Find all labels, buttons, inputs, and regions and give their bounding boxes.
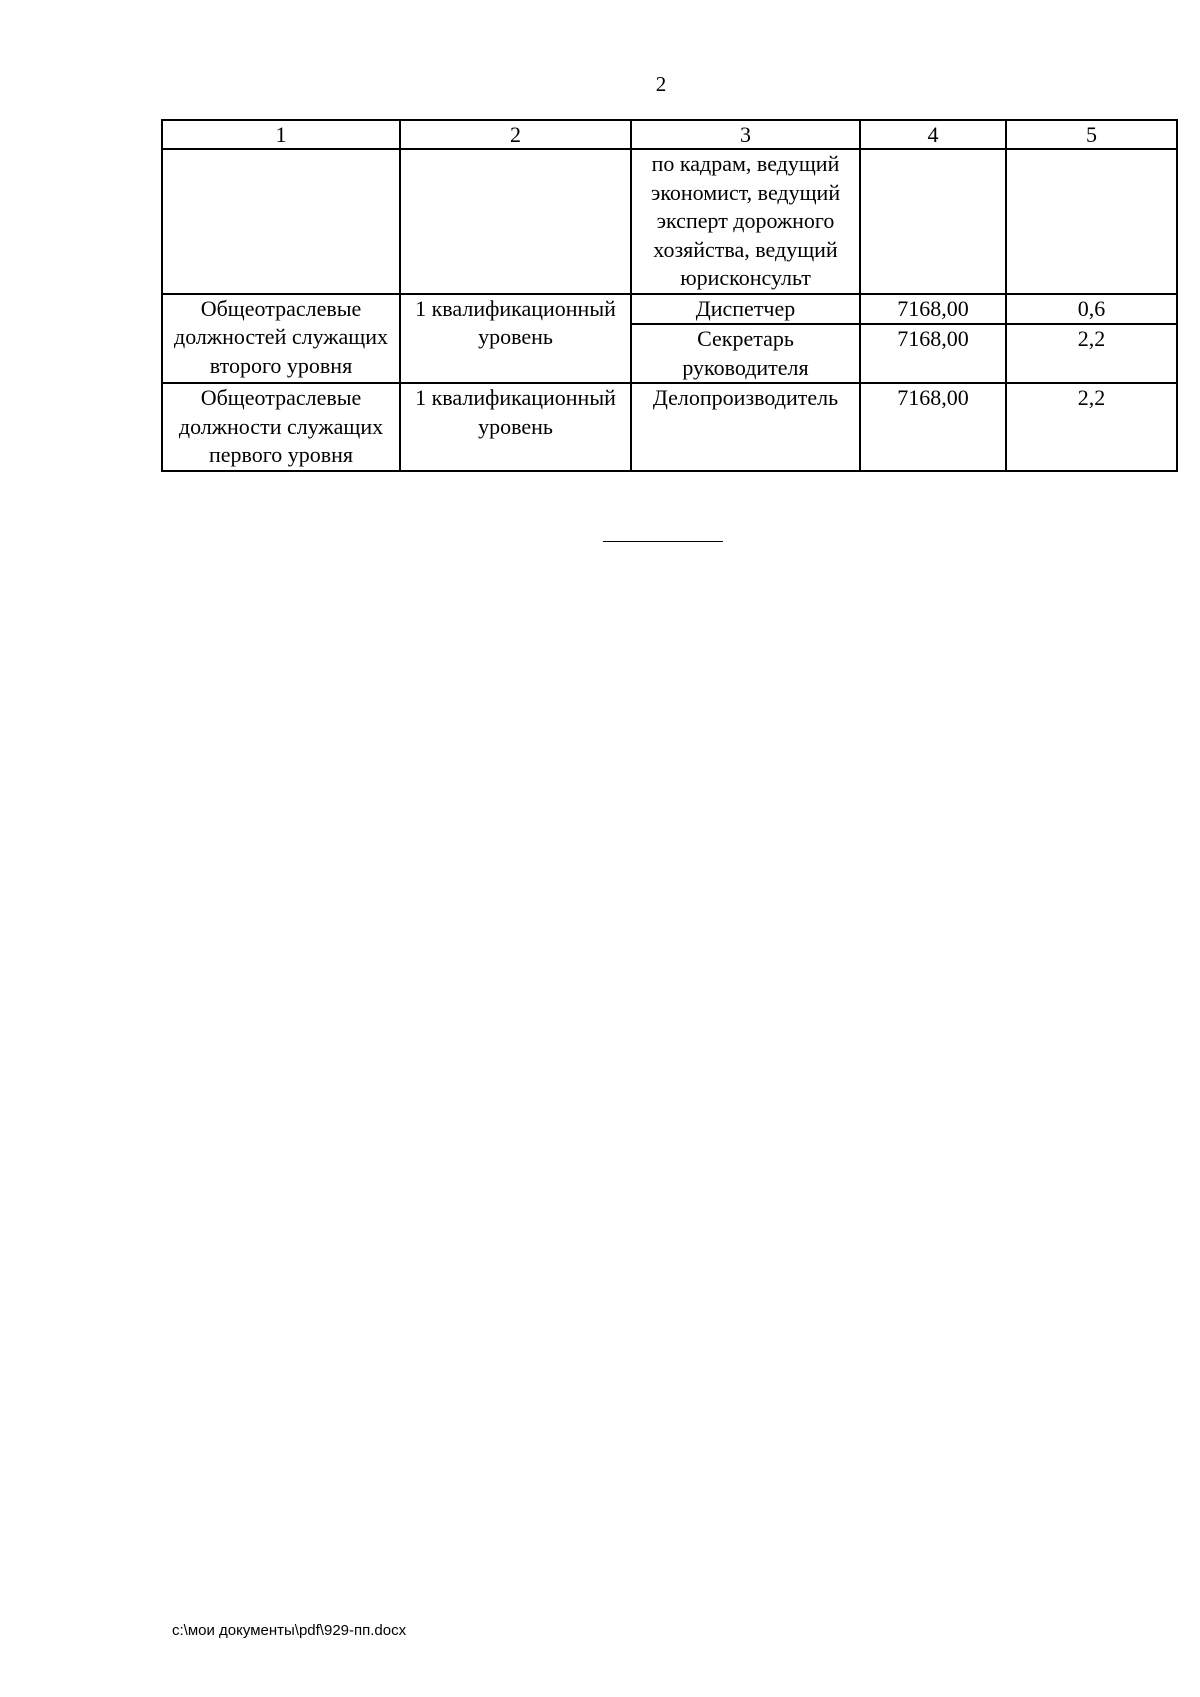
qualification-level-cell [400,294,631,384]
level-line: 1 квалификационный [415,295,616,321]
cell-empty [400,149,631,294]
position-cell [631,383,860,471]
group-line: второго уровня [209,352,353,378]
coefficient-cell: 2,2 [1006,324,1177,383]
header-cell-1: 1 [162,120,400,149]
level-line: 1 квалификационный [415,385,616,410]
page-number: 2 [655,72,667,96]
level-line: уровень [478,324,553,349]
group-line: Общеотраслевые [200,385,362,410]
position-cell [631,324,860,383]
table-header-row [162,120,1177,149]
group-cell [162,294,400,384]
cell-empty [162,149,400,294]
table-row-continuation [162,149,1177,294]
salary-cell: 7168,00 [860,294,1006,325]
position-line: Делопроизводитель [652,385,839,410]
group-cell [162,383,400,471]
position-line: юрисконсульт [680,265,811,290]
coefficient-cell: 0,6 [1006,294,1177,325]
cell-empty [860,149,1006,294]
position-line: по кадрам, ведущий [651,151,840,176]
group-line: должности служащих [178,413,384,439]
staffing-table [161,119,1178,472]
coefficient-cell: 2,2 [1006,383,1177,471]
position-line: руководителя [682,354,809,380]
header-cell-2: 2 [400,120,631,149]
salary-cell: 7168,00 [860,383,1006,471]
salary-cell: 7168,00 [860,324,1006,383]
header-cell-3: 3 [631,120,860,149]
position-cell [631,149,860,294]
level-line: уровень [478,413,553,439]
footer-file-path: c:\мои документы\pdf\929-пп.docx [172,1622,407,1639]
position-line: Секретарь [697,326,794,351]
group-line: первого уровня [208,442,354,467]
table-row [162,383,1177,471]
cell-empty [1006,149,1177,294]
position-line: хозяйства, ведущий [653,236,838,262]
position-cell [631,294,860,325]
header-cell-4: 4 [860,120,1006,149]
header-cell-5: 5 [1006,120,1177,149]
table-row [162,294,1177,325]
position-line: экономист, ведущий [650,179,841,205]
position-line: Диспетчер [695,295,796,321]
end-of-document-rule [603,541,723,542]
position-line: эксперт дорожного [656,208,835,233]
group-line: Общеотраслевые [200,295,362,321]
group-line: должностей служащих [174,324,388,349]
qualification-level-cell [400,383,631,471]
